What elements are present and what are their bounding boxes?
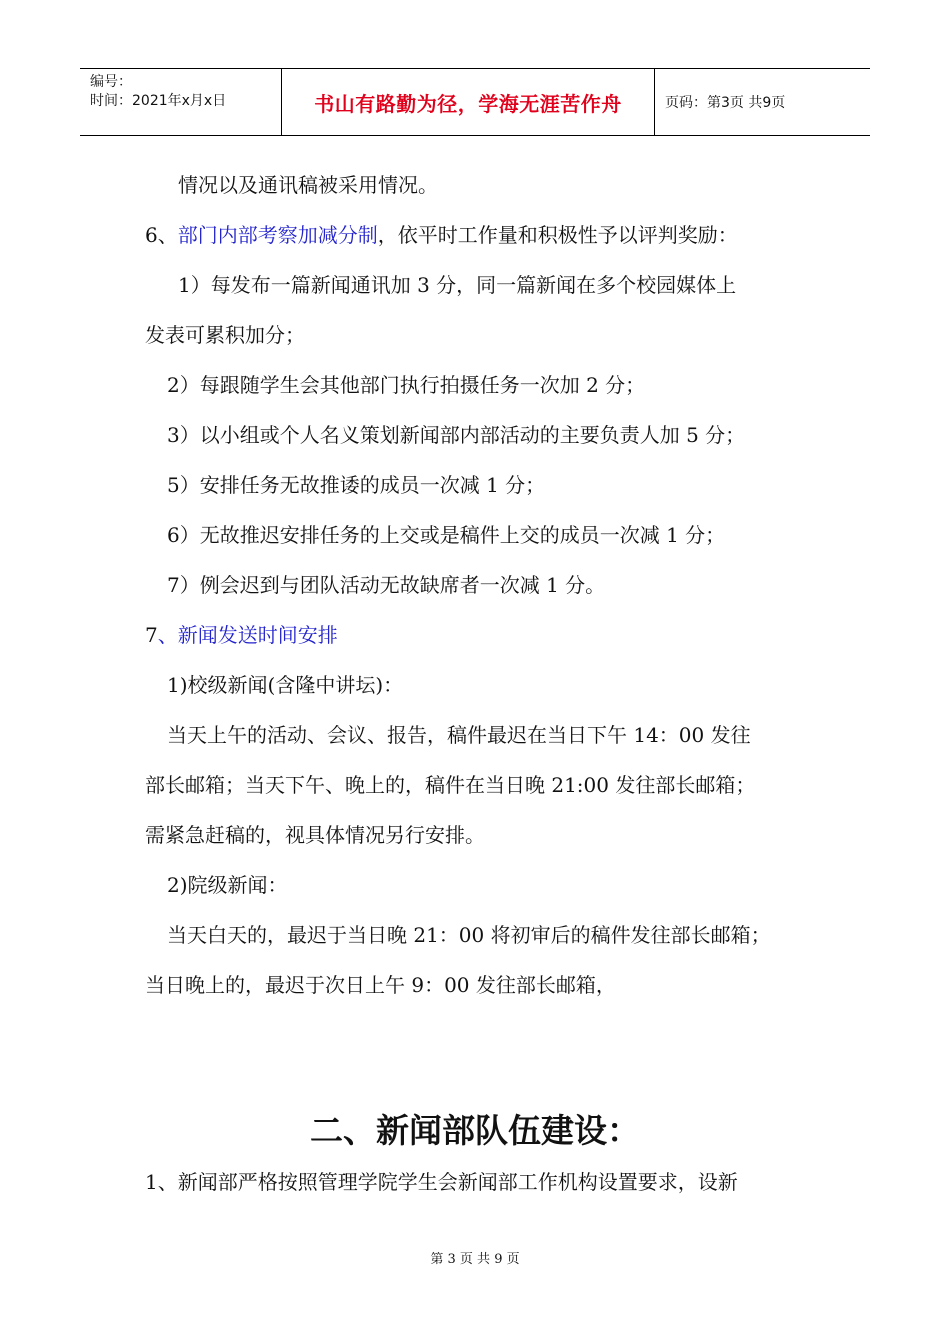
paragraph-line: 情况以及通讯稿被采用情况。 [178, 173, 438, 197]
paragraph-line: 5）安排任务无故推诿的成员一次减 1 分； [167, 473, 546, 497]
header-motto-cell [281, 69, 655, 135]
item-heading: 、新闻发送时间安排 [157, 623, 338, 647]
item-text: ，依平时工作量和积极性予以评判奖励： [377, 223, 738, 247]
paragraph-line: 1)校级新闻(含隆中讲坛)： [167, 673, 404, 697]
page-footer: 第 3 页 共 9 页 [430, 1252, 520, 1267]
item-heading: 部门内部考察加减分制 [177, 223, 378, 247]
paragraph-line: 当天白天的，最迟于当日晚 21：00 将初审后的稿件发往部长邮箱； [167, 923, 771, 947]
doc-number-label: 编号： [90, 74, 132, 90]
paragraph-line: 6）无故推迟安排任务的上交或是稿件上交的成员一次减 1 分； [167, 523, 726, 547]
paragraph-line: 2）每跟随学生会其他部门执行拍摄任务一次加 2 分； [167, 373, 646, 397]
page-header [80, 68, 870, 136]
paragraph-line: 当日晚上的，最迟于次日上午 9：00 发往部长邮箱， [145, 973, 616, 997]
item-number: 7 [145, 623, 158, 647]
paragraph-line: 需紧急赶稿的，视具体情况另行安排。 [145, 823, 485, 847]
header-meta [80, 69, 281, 135]
header-page-number: 页码：第3页 共9页 [665, 95, 786, 111]
paragraph-line: 发表可累积加分； [145, 323, 305, 347]
paragraph-line: 当天上午的活动、会议、报告，稿件最迟在当日下午 14：00 发往 [167, 723, 751, 747]
header-page-info [655, 69, 870, 135]
paragraph-line: 2)院级新闻： [167, 873, 288, 897]
paragraph-line: 部长邮箱；当天下午、晚上的，稿件在当日晚 21:00 发往部长邮箱； [145, 773, 756, 797]
paragraph-line [145, 610, 825, 660]
item-number: 6、 [145, 223, 178, 247]
paragraph-line: 1）每发布一篇新闻通讯加 3 分，同一篇新闻在多个校园媒体上 [178, 273, 737, 297]
paragraph-line [145, 210, 825, 260]
section-title: 二、新闻部队伍建设： [310, 1111, 640, 1150]
document-body [145, 160, 825, 1010]
paragraph-line: 3）以小组或个人名义策划新闻部内部活动的主要负责人加 5 分； [167, 423, 746, 447]
paragraph-line: 1、新闻部严格按照管理学院学生会新闻部工作机构设置要求，设新 [145, 1170, 738, 1194]
header-motto: 书山有路勤为径，学海无涯苦作舟 [314, 91, 622, 116]
paragraph-line: 7）例会迟到与团队活动无故缺席者一次减 1 分。 [167, 573, 606, 597]
doc-date-label: 时间：2021年x月x日 [90, 93, 227, 109]
